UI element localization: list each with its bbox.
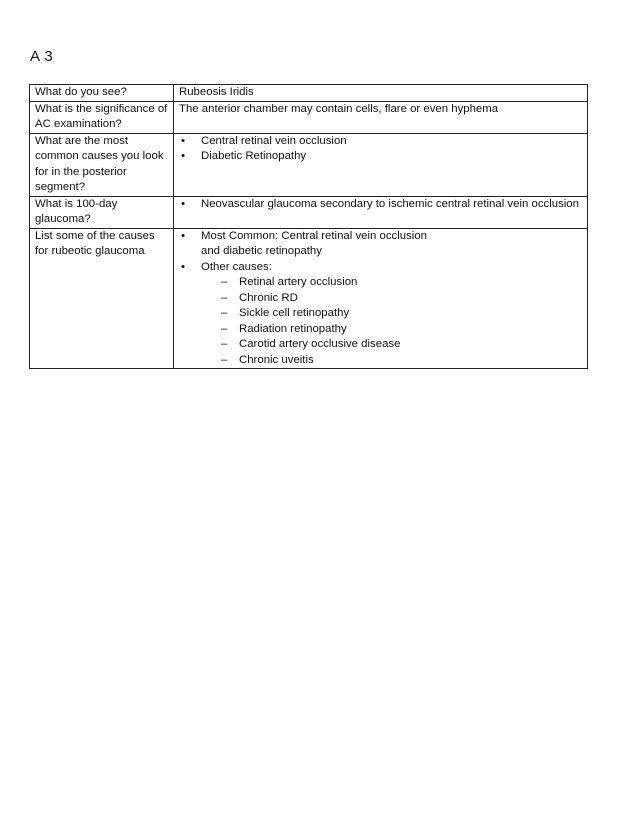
- answer-cell: [174, 196, 588, 228]
- dash-icon: –: [221, 291, 228, 304]
- qa-table: [29, 84, 588, 369]
- table-row: [30, 228, 588, 369]
- sub-list-item: [221, 322, 582, 338]
- list-item: [179, 149, 582, 165]
- sub-list-item: [221, 275, 582, 291]
- table-row: [30, 196, 588, 228]
- question-cell: List some of the causes for rubeotic glaucoma: [30, 228, 174, 369]
- question-cell: What is the significance of AC examination?: [30, 101, 174, 133]
- dash-icon: –: [221, 276, 228, 288]
- sub-list: [201, 275, 582, 368]
- most-common-line: Most Common: Central retinal vein occlusion: [201, 229, 428, 242]
- sub-list-item: [221, 353, 582, 369]
- bullet-list: [179, 229, 582, 369]
- most-common-line-continued: and diabetic retinopathy: [201, 245, 322, 257]
- list-item: [179, 197, 582, 213]
- sub-list-item-text: Carotid artery occlusive disease: [239, 338, 401, 350]
- question-cell: What do you see?: [30, 85, 174, 102]
- dash-icon: –: [221, 353, 228, 366]
- sub-list-item-text: Chronic RD: [239, 291, 298, 304]
- answer-cell: [174, 228, 588, 369]
- page-heading: A 3: [30, 48, 54, 65]
- list-item-text: Diabetic Retinopathy: [201, 150, 307, 162]
- dash-icon: –: [221, 322, 228, 335]
- sub-list-item: [221, 337, 582, 353]
- table-row: [30, 133, 588, 196]
- bullet-icon: •: [181, 197, 185, 210]
- sub-list-item-text: Chronic uveitis: [239, 353, 314, 366]
- bullet-icon: •: [181, 260, 185, 273]
- sub-list-item-text: Retinal artery occlusion: [239, 276, 358, 288]
- sub-list-item: [221, 306, 582, 322]
- bullet-icon: •: [181, 229, 185, 242]
- sub-list-item: [221, 291, 582, 307]
- bullet-list: [179, 197, 582, 213]
- sub-list-item-text: Sickle cell retinopathy: [239, 307, 350, 319]
- answer-cell: The anterior chamber may contain cells, flare or even hyphema: [174, 101, 588, 133]
- answer-cell: Rubeosis Iridis: [174, 85, 588, 102]
- sub-list-item-text: Radiation retinopathy: [239, 322, 347, 335]
- dash-icon: –: [221, 338, 228, 350]
- list-item-text: Neovascular glaucoma secondary to ischemic central retinal vein occlusion: [201, 197, 579, 210]
- other-causes-label: Other causes:: [201, 260, 272, 273]
- list-item: [179, 260, 582, 369]
- list-item: [179, 229, 582, 260]
- dash-icon: –: [221, 307, 228, 319]
- table-row: [30, 85, 588, 102]
- bullet-icon: •: [181, 150, 185, 162]
- list-item-text: Central retinal vein occlusion: [201, 134, 347, 147]
- bullet-list: [179, 134, 582, 165]
- list-item: [179, 134, 582, 150]
- table-row: [30, 101, 588, 133]
- question-cell: What are the most common causes you look for in the posterior segment?: [30, 133, 174, 196]
- bullet-icon: •: [181, 134, 185, 147]
- answer-cell: [174, 133, 588, 196]
- question-cell: What is 100-day glaucoma?: [30, 196, 174, 228]
